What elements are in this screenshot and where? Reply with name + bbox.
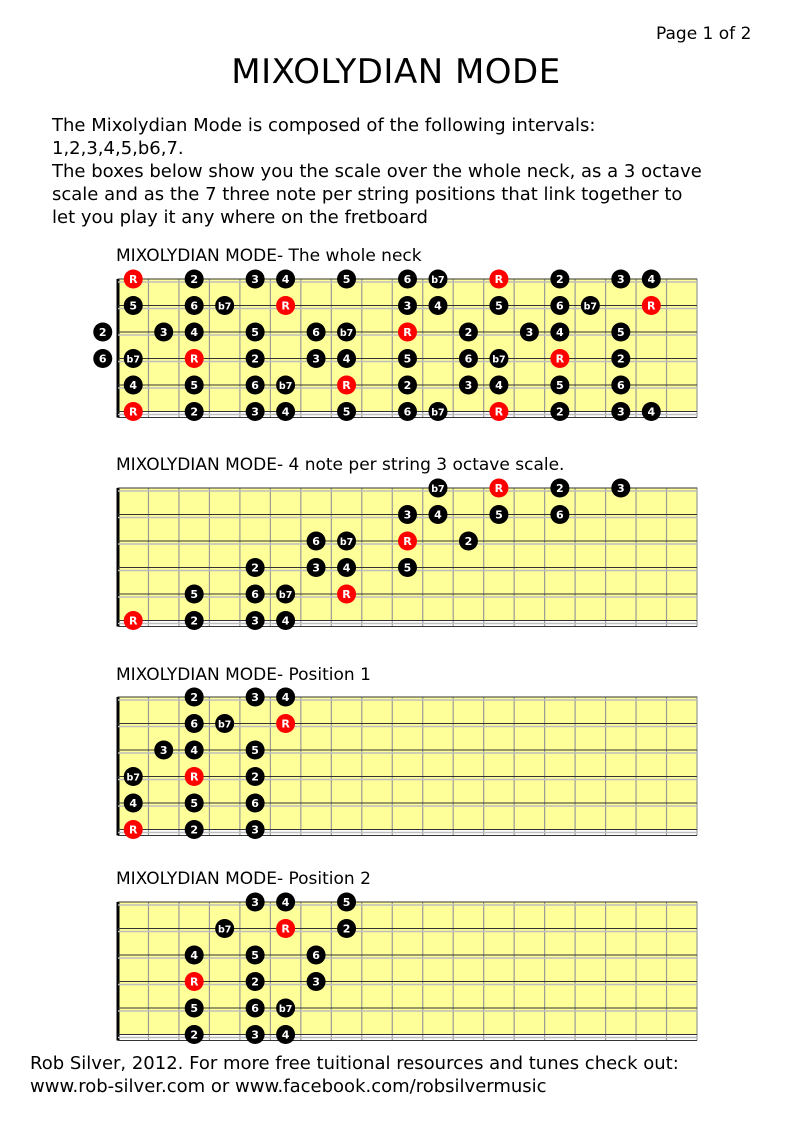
root-note-marker bbox=[337, 376, 356, 395]
note-label: 4 bbox=[190, 949, 199, 962]
note-label: 5 bbox=[342, 405, 351, 419]
note-marker bbox=[154, 323, 173, 342]
note-marker bbox=[276, 999, 295, 1018]
note-marker bbox=[185, 741, 204, 760]
note-marker bbox=[246, 972, 265, 991]
note-marker bbox=[276, 270, 295, 289]
note-marker bbox=[428, 479, 447, 498]
note-label: 3 bbox=[312, 561, 320, 575]
note-marker bbox=[185, 714, 204, 733]
note-label: 2 bbox=[251, 975, 259, 989]
note-marker bbox=[276, 893, 295, 912]
note-marker bbox=[246, 820, 265, 839]
note-marker bbox=[611, 323, 630, 342]
diagram-label-whole-neck: MIXOLYDIAN MODE- The whole neck bbox=[116, 246, 422, 266]
note-label: 6 bbox=[556, 299, 564, 313]
diagram-label-position-2: MIXOLYDIAN MODE- Position 2 bbox=[116, 869, 371, 889]
note-marker bbox=[215, 296, 234, 315]
note-label: R bbox=[281, 299, 290, 313]
note-label: 6 bbox=[190, 299, 199, 313]
note-marker bbox=[428, 505, 447, 524]
note-label: 4 bbox=[281, 896, 290, 909]
note-label: b7 bbox=[217, 719, 232, 731]
note-marker bbox=[337, 558, 356, 577]
page-title: MIXOLYDIAN MODE bbox=[231, 52, 561, 92]
note-label: 5 bbox=[403, 561, 412, 575]
fretboard-background bbox=[118, 902, 697, 1035]
note-marker bbox=[307, 946, 326, 965]
note-marker bbox=[550, 479, 569, 498]
root-note-marker bbox=[337, 585, 356, 604]
note-label: 3 bbox=[251, 273, 259, 286]
note-label: 3 bbox=[616, 482, 625, 495]
note-label: R bbox=[189, 770, 199, 784]
note-label: 4 bbox=[342, 561, 351, 575]
note-marker bbox=[489, 296, 508, 315]
note-marker bbox=[185, 323, 204, 342]
note-label: 5 bbox=[616, 326, 625, 339]
note-label: 5 bbox=[251, 326, 259, 339]
note-label: 2 bbox=[464, 326, 473, 339]
root-note-marker bbox=[185, 972, 204, 991]
note-label: 3 bbox=[251, 896, 259, 909]
note-label: 4 bbox=[129, 379, 138, 392]
fretboard bbox=[118, 893, 697, 1045]
note-label: b7 bbox=[492, 354, 506, 366]
note-marker bbox=[276, 585, 295, 604]
note-label: 4 bbox=[190, 744, 199, 757]
fretboard bbox=[118, 479, 697, 631]
note-marker bbox=[246, 376, 265, 395]
intro-line: The Mixolydian Mode is composed of the following intervals: bbox=[52, 115, 596, 136]
note-label: 3 bbox=[312, 975, 320, 989]
note-marker bbox=[124, 794, 143, 813]
note-marker bbox=[307, 532, 326, 551]
note-marker bbox=[246, 1025, 265, 1044]
note-marker bbox=[550, 270, 569, 289]
root-note-marker bbox=[185, 349, 204, 368]
note-marker bbox=[185, 999, 204, 1018]
note-marker bbox=[246, 323, 265, 342]
root-note-marker bbox=[398, 532, 417, 551]
note-marker bbox=[124, 296, 143, 315]
note-marker bbox=[428, 402, 447, 421]
diagram-label-3-octave: MIXOLYDIAN MODE- 4 note per string 3 octave scale. bbox=[116, 455, 565, 475]
note-label: 2 bbox=[190, 273, 199, 286]
note-marker bbox=[124, 767, 143, 786]
note-marker bbox=[246, 767, 265, 786]
note-label: R bbox=[494, 405, 504, 419]
note-label: 4 bbox=[129, 797, 138, 810]
note-label: 3 bbox=[251, 405, 259, 419]
note-marker bbox=[459, 376, 478, 395]
note-label: 5 bbox=[556, 379, 564, 392]
note-marker bbox=[337, 919, 356, 938]
intro-line: 1,2,3,4,5,b6,7. bbox=[52, 138, 184, 159]
note-marker bbox=[398, 349, 417, 368]
diagram-label-position-1: MIXOLYDIAN MODE- Position 1 bbox=[116, 665, 371, 685]
note-label: 6 bbox=[403, 405, 412, 419]
note-marker bbox=[581, 296, 600, 315]
root-note-marker bbox=[489, 479, 508, 498]
note-marker bbox=[215, 714, 234, 733]
note-marker bbox=[398, 558, 417, 577]
note-marker bbox=[307, 323, 326, 342]
note-label: R bbox=[403, 326, 412, 339]
note-label: 3 bbox=[251, 614, 259, 628]
note-marker bbox=[642, 402, 661, 421]
note-label: 2 bbox=[98, 326, 107, 339]
note-marker bbox=[246, 611, 265, 630]
root-note-marker bbox=[124, 820, 143, 839]
note-marker bbox=[459, 323, 478, 342]
note-label: 2 bbox=[556, 273, 564, 286]
note-label: b7 bbox=[278, 590, 293, 601]
note-label: R bbox=[281, 922, 290, 936]
note-marker bbox=[550, 505, 569, 524]
note-label: R bbox=[128, 614, 138, 628]
root-note-marker bbox=[124, 611, 143, 630]
note-label: 3 bbox=[464, 379, 473, 392]
note-marker bbox=[246, 999, 265, 1018]
note-marker bbox=[398, 270, 417, 289]
note-label: 5 bbox=[190, 379, 199, 392]
note-marker bbox=[93, 349, 112, 368]
note-marker bbox=[185, 585, 204, 604]
note-label: 6 bbox=[98, 352, 107, 366]
note-label: 5 bbox=[495, 299, 503, 313]
note-label: 4 bbox=[434, 508, 442, 522]
note-label: 6 bbox=[616, 379, 625, 392]
note-label: R bbox=[128, 273, 138, 286]
note-label: 4 bbox=[281, 405, 290, 419]
note-label: 4 bbox=[281, 1028, 290, 1042]
note-label: 6 bbox=[312, 949, 320, 962]
note-label: 6 bbox=[251, 588, 259, 601]
note-label: 6 bbox=[464, 352, 473, 366]
note-label: b7 bbox=[126, 354, 140, 366]
note-label: b7 bbox=[278, 1004, 293, 1015]
note-marker bbox=[398, 402, 417, 421]
note-marker bbox=[337, 349, 356, 368]
note-marker bbox=[276, 402, 295, 421]
note-marker bbox=[124, 349, 143, 368]
note-marker bbox=[642, 270, 661, 289]
note-label: 4 bbox=[556, 326, 564, 339]
note-marker bbox=[337, 893, 356, 912]
note-label: R bbox=[281, 717, 290, 731]
note-marker bbox=[307, 349, 326, 368]
note-marker bbox=[246, 349, 265, 368]
note-label: R bbox=[494, 273, 504, 286]
note-label: b7 bbox=[431, 484, 445, 495]
intro-line: scale and as the 7 three note per string positions that link together to bbox=[52, 184, 683, 205]
note-label: 2 bbox=[190, 405, 199, 419]
note-marker bbox=[185, 820, 204, 839]
root-note-marker bbox=[489, 270, 508, 289]
note-label: 5 bbox=[190, 588, 199, 601]
note-label: b7 bbox=[583, 301, 598, 313]
note-label: 4 bbox=[342, 352, 351, 366]
root-note-marker bbox=[124, 402, 143, 421]
note-marker bbox=[398, 376, 417, 395]
note-marker bbox=[611, 376, 630, 395]
root-note-marker bbox=[124, 270, 143, 289]
note-label: 5 bbox=[342, 273, 351, 286]
note-label: 5 bbox=[190, 1002, 199, 1015]
note-label: 2 bbox=[190, 691, 199, 704]
note-marker bbox=[489, 376, 508, 395]
note-label: 4 bbox=[647, 405, 656, 419]
root-note-marker bbox=[276, 919, 295, 938]
note-label: R bbox=[403, 535, 412, 548]
note-marker bbox=[337, 402, 356, 421]
note-label: R bbox=[342, 588, 351, 601]
note-marker bbox=[307, 972, 326, 991]
note-label: R bbox=[494, 482, 504, 495]
note-marker bbox=[611, 402, 630, 421]
root-note-marker bbox=[489, 402, 508, 421]
note-marker bbox=[246, 946, 265, 965]
note-label: 2 bbox=[616, 352, 625, 366]
note-label: 5 bbox=[190, 797, 199, 810]
note-label: R bbox=[128, 405, 138, 419]
note-label: 3 bbox=[403, 299, 412, 313]
note-marker bbox=[337, 532, 356, 551]
note-marker bbox=[550, 296, 569, 315]
note-marker bbox=[550, 376, 569, 395]
note-label: R bbox=[128, 823, 138, 837]
note-label: 3 bbox=[251, 823, 259, 837]
footer-links: www.rob-silver.com or www.facebook.com/robsilvermusic bbox=[30, 1076, 547, 1097]
note-marker bbox=[550, 402, 569, 421]
note-label: b7 bbox=[217, 301, 232, 313]
footer bbox=[30, 1052, 679, 1098]
note-label: 3 bbox=[616, 405, 625, 419]
note-marker bbox=[124, 376, 143, 395]
root-note-marker bbox=[276, 714, 295, 733]
note-label: 2 bbox=[556, 482, 564, 495]
note-label: 2 bbox=[251, 561, 259, 575]
note-label: 2 bbox=[190, 614, 199, 628]
note-marker bbox=[215, 919, 234, 938]
note-marker bbox=[185, 611, 204, 630]
note-marker bbox=[185, 688, 204, 707]
intro-line: let you play it any where on the fretboard bbox=[52, 207, 428, 228]
note-label: 3 bbox=[616, 273, 625, 286]
note-label: 2 bbox=[190, 1028, 199, 1042]
note-label: 3 bbox=[251, 691, 259, 704]
note-label: 5 bbox=[129, 299, 138, 313]
note-marker bbox=[246, 794, 265, 813]
note-marker bbox=[611, 270, 630, 289]
note-label: 3 bbox=[312, 352, 320, 366]
note-label: R bbox=[189, 352, 199, 366]
note-marker bbox=[276, 1025, 295, 1044]
note-marker bbox=[520, 323, 539, 342]
fretboard-background bbox=[118, 697, 697, 830]
note-label: 5 bbox=[251, 949, 259, 962]
note-marker bbox=[185, 296, 204, 315]
page-number: Page 1 of 2 bbox=[656, 24, 752, 44]
note-label: b7 bbox=[126, 772, 140, 784]
note-label: 3 bbox=[159, 326, 168, 339]
note-label: 4 bbox=[190, 326, 199, 339]
fretboard bbox=[93, 270, 697, 422]
note-label: 6 bbox=[312, 326, 320, 339]
note-marker bbox=[246, 558, 265, 577]
note-label: 6 bbox=[403, 273, 412, 286]
root-note-marker bbox=[642, 296, 661, 315]
note-label: 4 bbox=[281, 691, 290, 704]
note-label: 2 bbox=[342, 922, 351, 936]
note-label: R bbox=[647, 299, 656, 313]
note-label: b7 bbox=[339, 328, 354, 339]
note-label: 6 bbox=[251, 1002, 259, 1015]
note-marker bbox=[185, 1025, 204, 1044]
note-marker bbox=[489, 505, 508, 524]
note-label: 3 bbox=[525, 326, 534, 339]
note-label: 5 bbox=[495, 508, 503, 522]
note-label: R bbox=[342, 379, 351, 392]
note-marker bbox=[246, 688, 265, 707]
note-marker bbox=[185, 794, 204, 813]
note-label: 6 bbox=[190, 717, 199, 731]
note-marker bbox=[185, 376, 204, 395]
note-label: 2 bbox=[464, 535, 473, 548]
note-marker bbox=[276, 611, 295, 630]
note-label: R bbox=[189, 975, 199, 989]
note-label: 2 bbox=[251, 770, 259, 784]
note-label: 6 bbox=[251, 379, 259, 392]
note-marker bbox=[246, 741, 265, 760]
note-marker bbox=[398, 505, 417, 524]
note-label: 4 bbox=[281, 273, 290, 286]
note-label: 6 bbox=[251, 797, 259, 810]
note-marker bbox=[611, 479, 630, 498]
note-label: 5 bbox=[251, 744, 259, 757]
root-note-marker bbox=[398, 323, 417, 342]
note-marker bbox=[428, 296, 447, 315]
note-marker bbox=[428, 270, 447, 289]
note-marker bbox=[93, 323, 112, 342]
note-marker bbox=[459, 349, 478, 368]
note-label: 2 bbox=[403, 379, 412, 392]
note-label: 3 bbox=[403, 508, 412, 522]
root-note-marker bbox=[550, 349, 569, 368]
note-marker bbox=[611, 349, 630, 368]
note-label: 4 bbox=[434, 299, 442, 313]
note-label: 6 bbox=[312, 535, 320, 548]
note-marker bbox=[185, 946, 204, 965]
note-label: b7 bbox=[431, 407, 445, 419]
note-label: 4 bbox=[647, 273, 656, 286]
note-marker bbox=[246, 893, 265, 912]
root-note-marker bbox=[185, 767, 204, 786]
note-label: b7 bbox=[431, 275, 445, 286]
note-label: 2 bbox=[190, 823, 199, 837]
intro-line: The boxes below show you the scale over the whole neck, as a 3 octave bbox=[52, 161, 702, 182]
note-marker bbox=[246, 585, 265, 604]
note-marker bbox=[398, 296, 417, 315]
note-marker bbox=[185, 402, 204, 421]
note-label: 3 bbox=[251, 1028, 259, 1042]
note-label: 2 bbox=[556, 405, 564, 419]
note-marker bbox=[337, 323, 356, 342]
note-marker bbox=[276, 688, 295, 707]
note-label: R bbox=[555, 352, 565, 366]
note-label: 5 bbox=[342, 896, 351, 909]
note-marker bbox=[550, 323, 569, 342]
note-label: b7 bbox=[339, 537, 354, 548]
note-marker bbox=[246, 402, 265, 421]
note-label: 4 bbox=[495, 379, 503, 392]
note-label: 5 bbox=[403, 352, 412, 366]
note-marker bbox=[459, 532, 478, 551]
note-marker bbox=[246, 270, 265, 289]
note-marker bbox=[276, 376, 295, 395]
note-label: 6 bbox=[556, 508, 564, 522]
fretboard bbox=[118, 688, 697, 840]
root-note-marker bbox=[276, 296, 295, 315]
note-marker bbox=[489, 349, 508, 368]
note-marker bbox=[154, 741, 173, 760]
note-marker bbox=[185, 270, 204, 289]
note-label: 3 bbox=[159, 744, 168, 757]
note-label: b7 bbox=[278, 381, 293, 392]
note-label: b7 bbox=[217, 924, 232, 936]
note-label: 2 bbox=[251, 352, 259, 366]
note-marker bbox=[307, 558, 326, 577]
note-marker bbox=[337, 270, 356, 289]
footer-credit: Rob Silver, 2012. For more free tuitional resources and tunes check out: bbox=[30, 1053, 679, 1074]
note-label: 4 bbox=[281, 614, 290, 628]
